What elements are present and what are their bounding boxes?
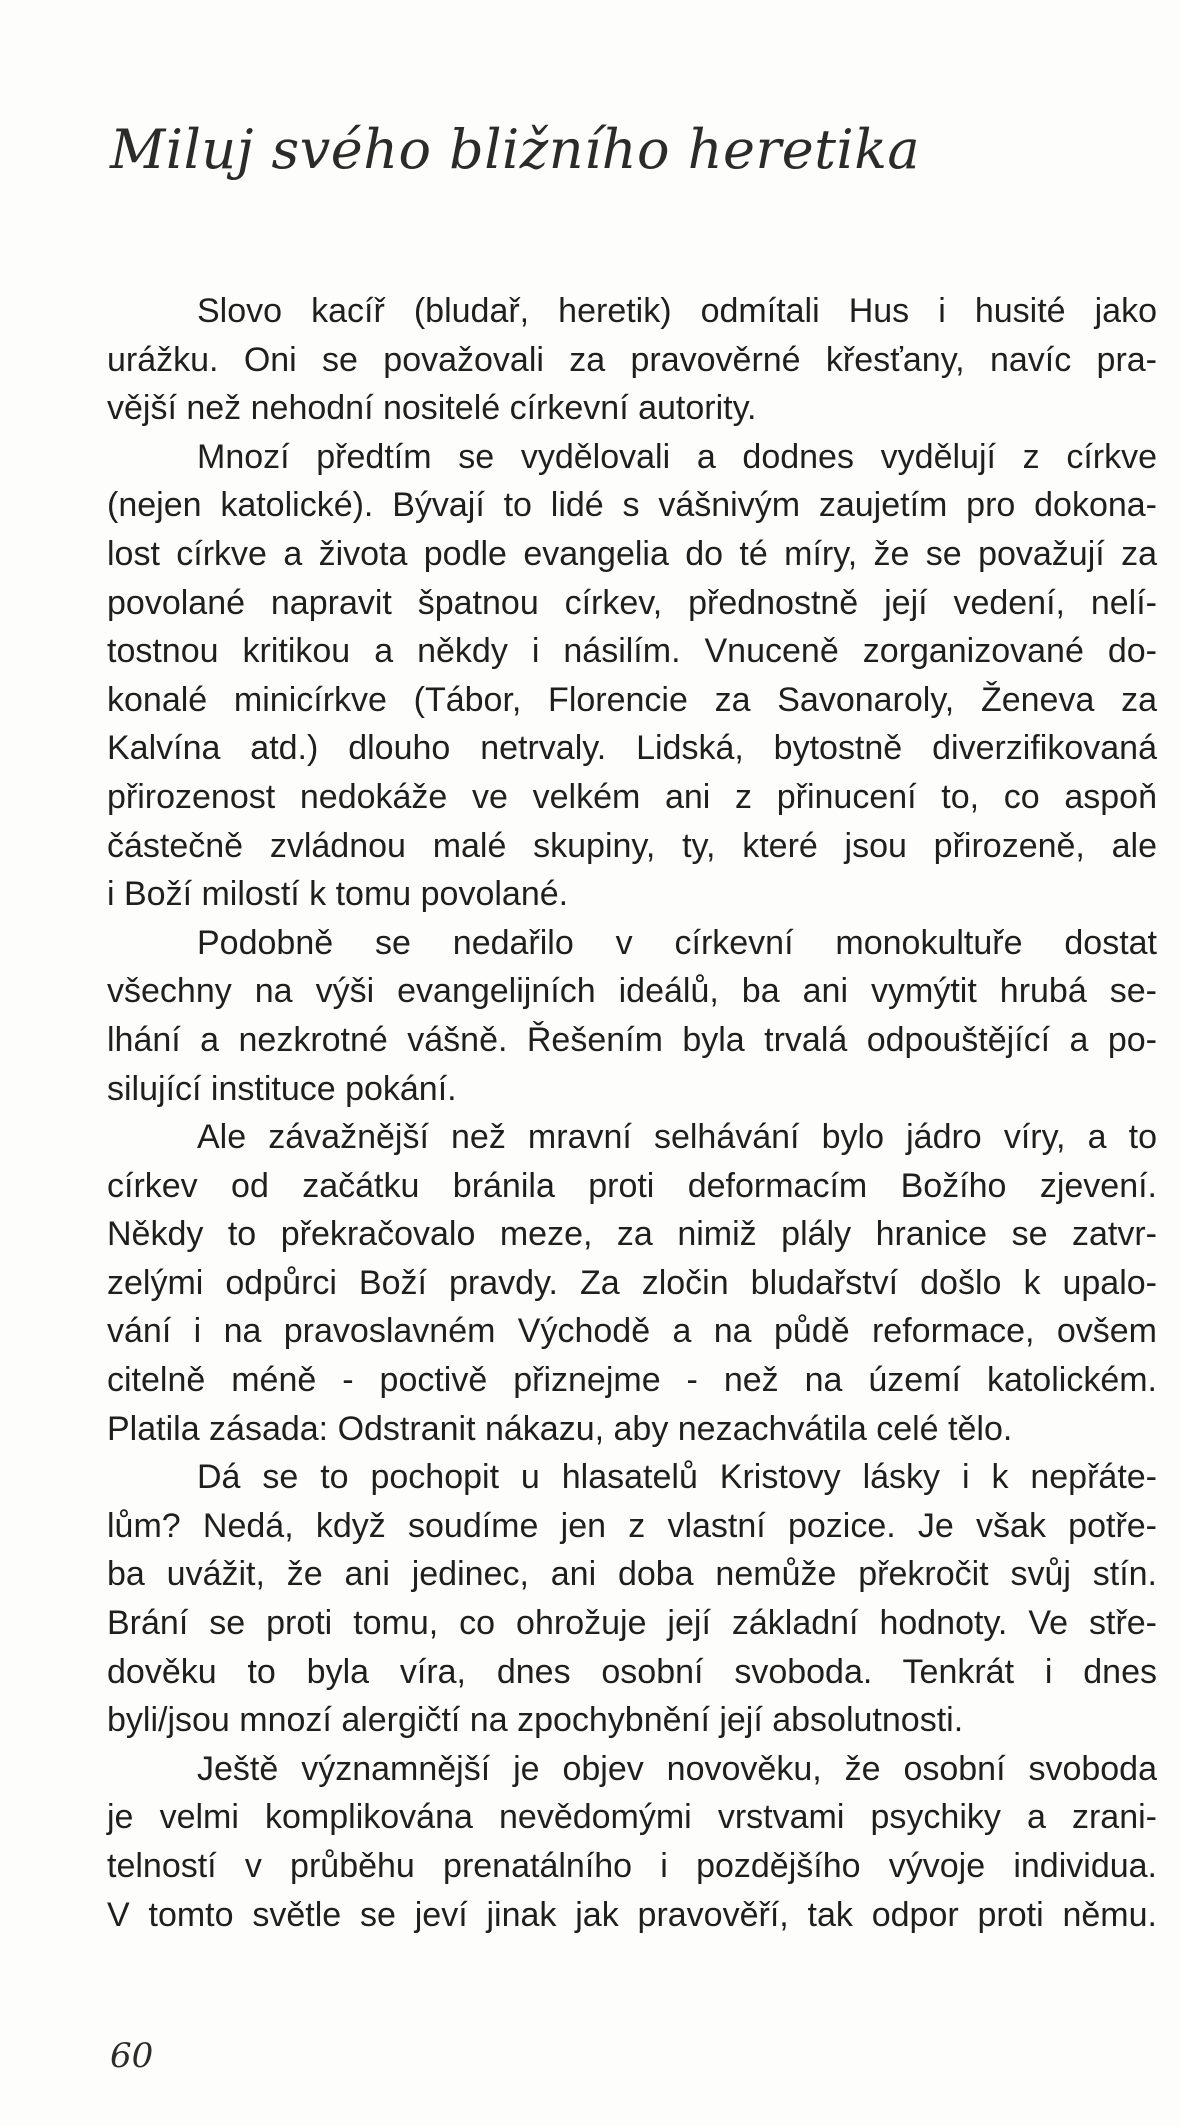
text-line: povolané napravit špatnou církev, přednostně její vedení, nelí- (107, 583, 1157, 622)
text-line: Někdy to překračovalo meze, za nimiž plály hranice se zatvr- (107, 1215, 1157, 1254)
text-line: telností v průběhu prenatálního i pozdějšího vývoje individua. (107, 1847, 1157, 1885)
text-line: Dá se to pochopit u hlasatelů Kristovy lásky i k nepřáte- (197, 1458, 1157, 1497)
text-line: je velmi komplikována nevědomými vrstvami psychiky a zrani- (107, 1798, 1157, 1837)
text-line: vější než nehodní nositelé církevní autority. (107, 389, 757, 428)
text-line: Mnozí předtím se vydělovali a dodnes vydělují z církve (197, 437, 1157, 476)
text-line: církev od začátku bránila proti deformacím Božího zjevení. (107, 1166, 1157, 1205)
text-line: (nejen katolické). Bývají to lidé s vášnivým zaujetím pro dokona- (107, 486, 1157, 525)
text-line: lům? Nedá, když soudíme jen z vlastní pozice. Je však potře- (107, 1506, 1157, 1545)
text-line: Podobně se nedařilo v církevní monokultuře dostat (197, 923, 1157, 962)
text-line: ba uvážit, že ani jedinec, ani doba nemůže překročit svůj stín. (107, 1555, 1157, 1594)
text-line: Ale závažnější než mravní selhávání bylo jádro víry, a to (197, 1118, 1157, 1157)
text-line: i Boží milostí k tomu povolané. (107, 875, 569, 914)
body-text (107, 287, 1157, 1939)
text-line: byli/jsou mnozí alergičtí na zpochybnění její absolutnosti. (107, 1701, 964, 1740)
text-line: dověku to byla víra, dnes osobní svoboda. Tenkrát i dnes (107, 1652, 1157, 1691)
text-line: částečně zvládnou malé skupiny, ty, které jsou přirozeně, ale (107, 826, 1157, 865)
text-line: všechny na výši evangelijních ideálů, ba ani vymýtit hrubá se- (107, 972, 1157, 1011)
text-line: Kalvína atd.) dlouho netrvaly. Lidská, bytostně diverzifikovaná (107, 729, 1157, 768)
text-line: lost církve a života podle evangelia do té míry, že se považují za (107, 534, 1157, 573)
text-line: Platila zásada: Odstranit nákazu, aby nezachvátila celé tělo. (107, 1409, 1013, 1448)
chapter-title: Miluj svého bližního heretika (110, 118, 921, 181)
text-line: citelně méně - poctivě přiznejme - než na území katolickém. (107, 1361, 1157, 1400)
text-line: tostnou kritikou a někdy i násilím. Vnuceně zorganizované do- (107, 632, 1157, 671)
text-line: Slovo kacíř (bludař, heretik) odmítali Hus i husité jako (197, 292, 1157, 330)
text-line: V tomto světle se jeví jinak jak pravověří, tak odpor proti němu. (107, 1895, 1157, 1934)
text-line: Brání se proti tomu, co ohrožuje její základní hodnoty. Ve stře- (107, 1604, 1157, 1643)
page-number: 60 (110, 2036, 154, 2076)
text-line: urážku. Oni se považovali za pravověrné křesťany, navíc pra- (107, 340, 1157, 379)
text-line: přirozenost nedokáže ve velkém ani z přinucení to, co aspoň (107, 777, 1157, 816)
text-line: konalé minicírkve (Tábor, Florencie za Savonaroly, Ženeva za (107, 680, 1157, 719)
text-line: zelými odpůrci Boží pravdy. Za zločin bludařství došlo k upalo- (107, 1263, 1157, 1302)
text-line: Ještě významnější je objev novověku, že osobní svoboda (197, 1749, 1157, 1788)
text-line: vání i na pravoslavném Východě a na půdě reformace, ovšem (107, 1312, 1157, 1351)
text-line: lhání a nezkrotné vášně. Řešením byla trvalá odpouštějící a po- (107, 1020, 1157, 1059)
text-line: silující instituce pokání. (107, 1069, 457, 1108)
